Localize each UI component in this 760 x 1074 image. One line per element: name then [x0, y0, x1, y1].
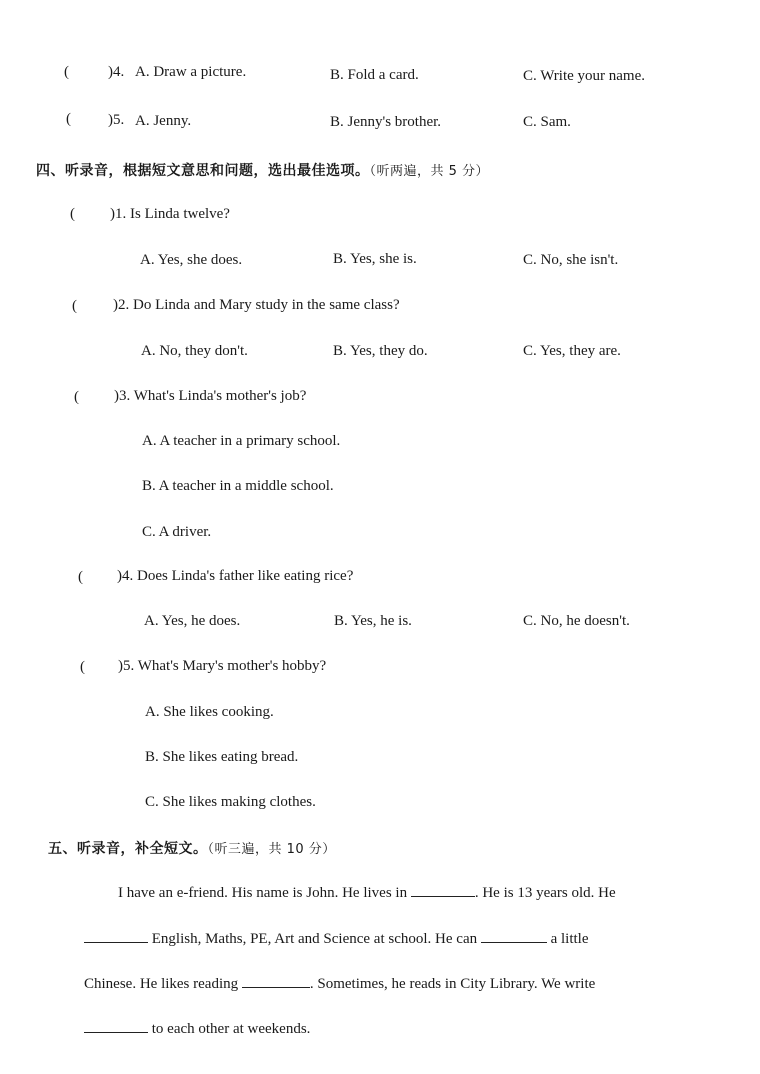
answer-paren[interactable]: ( [80, 659, 85, 675]
option-c: C. Yes, they are. [523, 343, 621, 359]
option-a: A. Jenny. [135, 113, 192, 129]
option-a: A. Yes, she does. [140, 252, 243, 268]
question-stem: )1. Is Linda twelve? [110, 206, 230, 222]
option-c: C. A driver. [142, 524, 212, 540]
passage-line [84, 973, 595, 993]
option-c: C. Sam. [523, 114, 571, 130]
fill-blank[interactable] [481, 928, 547, 943]
passage-text: a little [550, 931, 589, 947]
option-a: A. No, they don't. [141, 343, 248, 359]
fill-blank[interactable] [411, 882, 475, 897]
answer-paren[interactable]: ( [70, 206, 75, 222]
question-stem: )2. Do Linda and Mary study in the same class? [113, 297, 400, 313]
question-number: )5. [108, 112, 125, 128]
option-a: A. Yes, he does. [144, 613, 241, 629]
option-c: C. No, she isn't. [523, 252, 619, 268]
section-note: （听两遍，共 5 分） [369, 164, 490, 179]
option-a: A. Draw a picture. [135, 64, 247, 80]
passage-line [84, 928, 589, 948]
passage-line [84, 1018, 310, 1038]
section-title: 四、听录音，根据短文意思和问题，选出最佳选项。 [36, 163, 370, 179]
option-b: B. A teacher in a middle school. [142, 478, 334, 494]
option-b: B. Yes, she is. [333, 251, 417, 267]
section-note: （听三遍，共 10 分） [207, 842, 336, 857]
passage-text: I have an e-friend. His name is John. He lives in [118, 885, 408, 901]
passage-text: to each other at weekends. [151, 1021, 311, 1037]
fill-blank[interactable] [242, 973, 310, 988]
fill-blank[interactable] [84, 1018, 148, 1033]
section-heading [48, 838, 336, 858]
answer-paren[interactable]: ( [72, 298, 77, 314]
option-b: B. Yes, he is. [334, 613, 412, 629]
fill-blank[interactable] [84, 928, 148, 943]
passage-text: English, Maths, PE, Art and Science at school. He can [151, 931, 478, 947]
option-b: B. She likes eating bread. [145, 749, 299, 765]
question-number: )4. [108, 64, 125, 80]
answer-paren[interactable]: ( [66, 111, 71, 127]
question-stem: )4. Does Linda's father like eating rice? [117, 568, 354, 584]
option-b: B. Fold a card. [330, 67, 419, 83]
option-c: C. She likes making clothes. [145, 794, 316, 810]
answer-paren[interactable]: ( [64, 64, 69, 80]
option-b: B. Yes, they do. [333, 343, 428, 359]
option-a: A. She likes cooking. [145, 704, 274, 720]
question-stem: )5. What's Mary's mother's hobby? [118, 658, 327, 674]
passage-text: Chinese. He likes reading [84, 976, 239, 992]
passage-line [118, 882, 616, 902]
section-title: 五、听录音，补全短文。 [48, 841, 208, 857]
option-b: B. Jenny's brother. [330, 114, 442, 130]
option-c: C. Write your name. [523, 68, 646, 84]
section-heading [36, 160, 489, 180]
option-c: C. No, he doesn't. [523, 613, 630, 629]
passage-text: . He is 13 years old. He [474, 885, 616, 901]
passage-text: . Sometimes, he reads in City Library. We write [309, 976, 596, 992]
option-a: A. A teacher in a primary school. [142, 433, 341, 449]
answer-paren[interactable]: ( [74, 389, 79, 405]
answer-paren[interactable]: ( [78, 569, 83, 585]
question-stem: )3. What's Linda's mother's job? [114, 388, 307, 404]
